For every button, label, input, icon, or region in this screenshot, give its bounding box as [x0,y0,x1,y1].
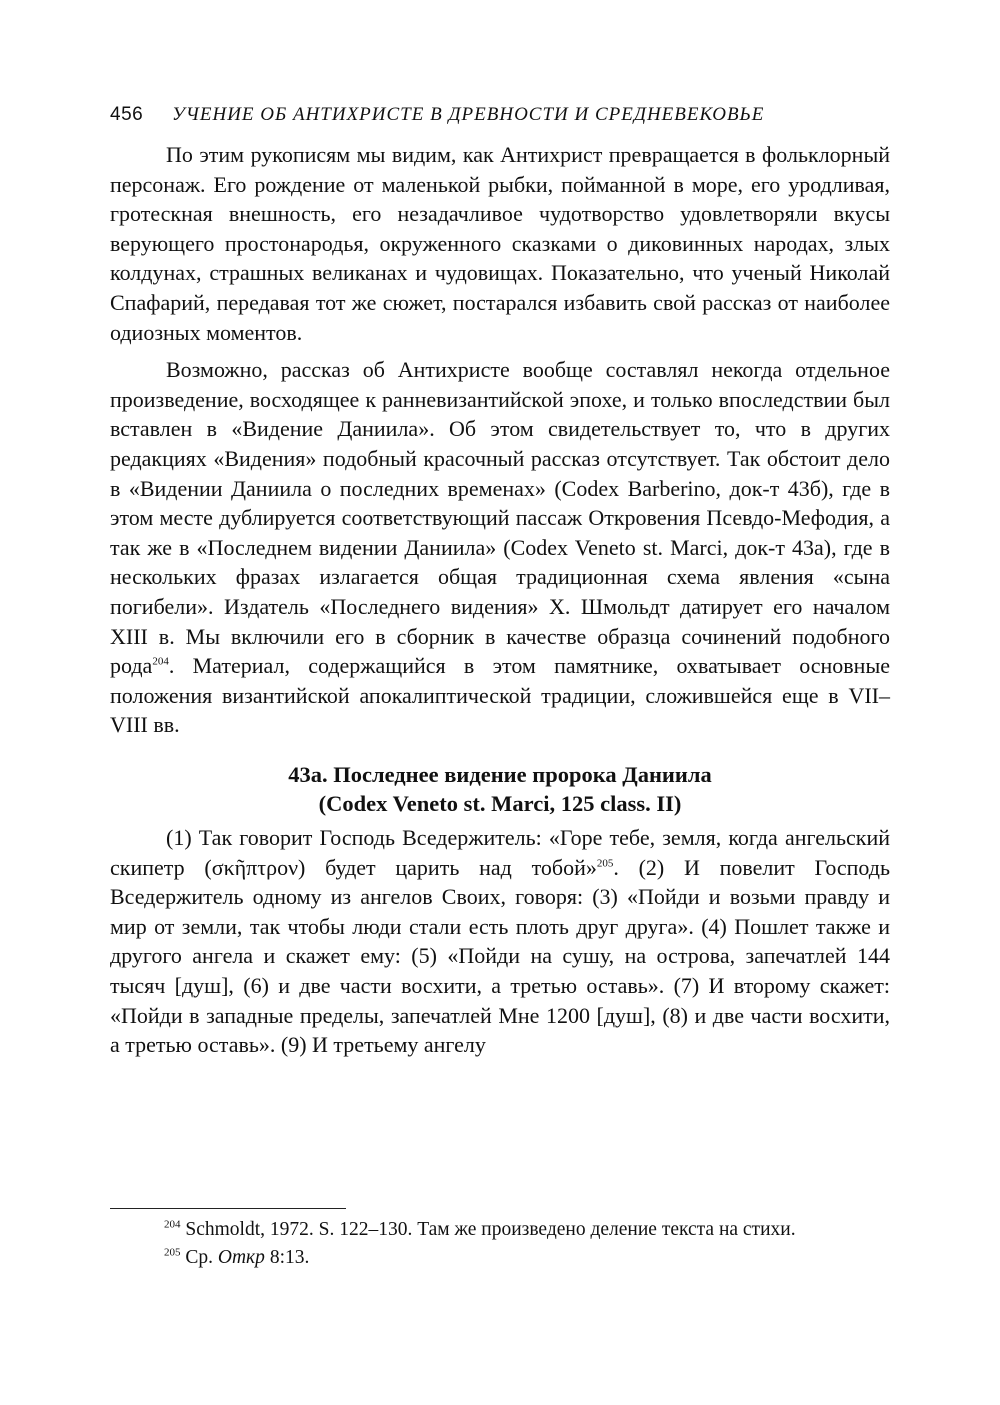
footnote-ref-204[interactable]: 204 [152,655,169,668]
paragraph-2-text-cont: . Материал, содержащийся в этом памятнике, охватывает основные положения византийской апокалиптической традиции, сложившейся еще в VII–VIII вв. [110,653,890,738]
footnote-divider [110,1208,346,1209]
section-text-cont: . (2) И повелит Господь Вседержитель одному из ангелов Своих, говоря: (3) «Пойди и возьми правду и мир от земли, так чтобы люди стали есть плоть друг друга». (4) Пошлет также и другого ангела и скажет ему: (5) «Пойди на сушу, на острова, запечатлей 144 тысяч [душ], (6) и две части восхити, а третью оставь». (7) И второму скажет: «Пойди в западные пределы, запечатлей Мне 1200 [душ], (8) и две части восхити, а третью оставь». (9) И третьему ангелу [110,854,890,1058]
footnote-text-prefix: Ср. [185,1247,218,1268]
section-text: (1) Так говорит Господь Вседержитель: «Горе тебе, земля, когда ангельский скипетр (σκῆπτρον) будет царить над тобой» [110,825,890,880]
footnote-book-abbrev: Откр [217,1247,265,1268]
footnote-text: Schmoldt, 1972. S. 122–130. Там же произведено деление текста на стихи. [185,1219,796,1240]
running-header [110,104,890,126]
section-title-line-2: (Codex Veneto st. Marci, 125 class. II) [318,791,682,817]
paragraph-2 [110,355,890,740]
footnote-number: 204 [164,1218,181,1231]
footnote-204 [110,1216,890,1244]
footnote-205 [110,1244,890,1272]
page-number: 456 [110,104,144,125]
footnote-number: 205 [164,1246,181,1259]
footnotes [110,1216,890,1272]
footnote-ref-205[interactable]: 205 [596,857,614,870]
footnote-text-suffix: 8:13. [264,1247,310,1268]
paragraph-2-text: Возможно, рассказ об Антихристе вообще составлял некогда отдельное произведение, восходящее к ранневизантийской эпохе, и только впоследствии был вставлен в «Видение Даниила». Об этом свидетельствует то, что в других редакциях «Видения» подобный красочный рассказ отсутствует. Так обстоит дело в «Видении Даниила о последних временах» (Codex Barberino, док-т 43б), где в этом месте дублируется соответствующий пассаж Откровения Псевдо-Мефодия, а так же в «Последнем видении Даниила» (Codex Veneto st. Marci, док-т 43а), где в нескольких фразах излагается общая традиционная схема явления «сына погибели». Издатель «Последнего видения» Х. Шмольдт датирует его началом XIII в. Мы включили его в сборник в качестве образца сочинений подобного рода [110,357,890,679]
running-title: УЧЕНИЕ ОБ АНТИХРИСТЕ В ДРЕВНОСТИ И СРЕДНЕВЕКОВЬЕ [172,104,765,125]
section-heading [110,760,890,819]
main-text [110,140,890,1060]
paragraph-1: По этим рукописям мы видим, как Антихрист превращается в фольклорный персонаж. Его рождение от маленькой рыбки, пойманной в море, его уродливая, гротескная внешность, его незадачливое чудотворство удовлетворяли вкусы верующего простонародья, окруженного сказками о диковинных народах, злых колдунах, страшных великанах и чудовищах. Показательно, что ученый Николай Спафарий, передавая тот же сюжет, постарался избавить свой рассказ от наиболее одиозных моментов. [110,142,890,345]
section-title-line-1: 43а. Последнее видение пророка Даниила [288,761,712,787]
section-paragraph [110,823,890,1060]
